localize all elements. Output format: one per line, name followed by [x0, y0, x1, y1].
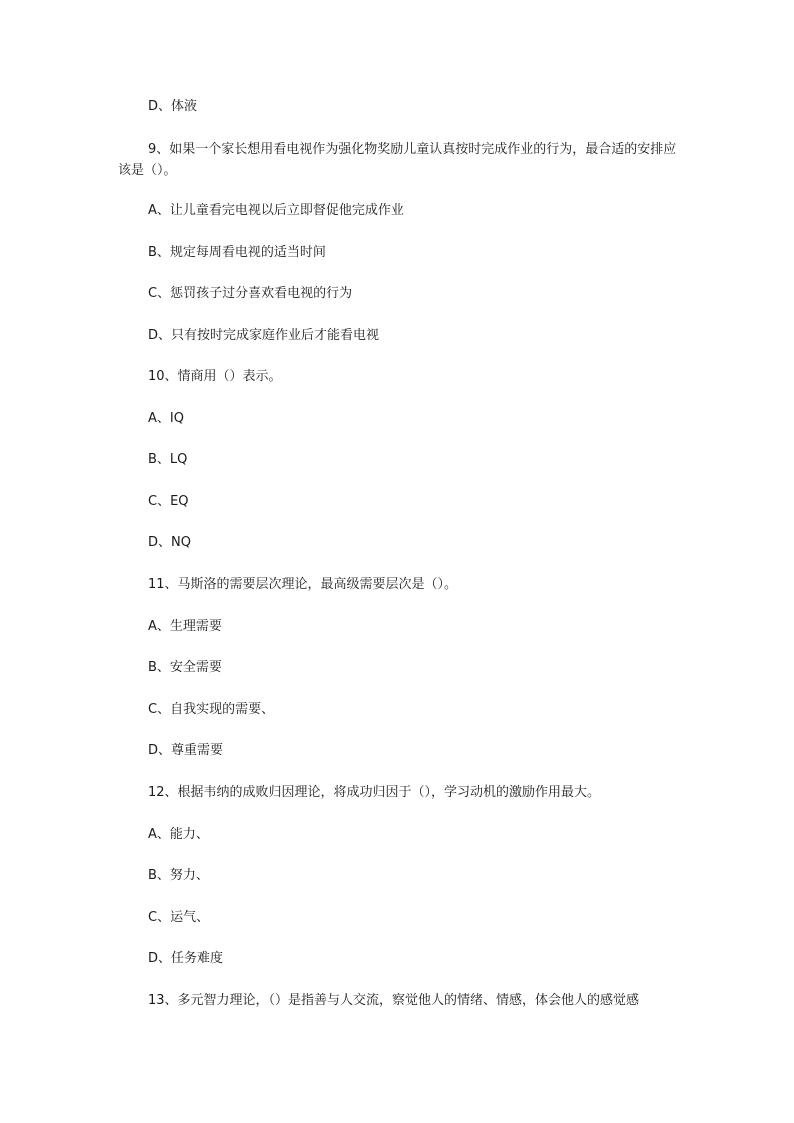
question-9-option-d: D、只有按时完成家庭作业后才能看电视: [148, 328, 380, 343]
question-11-text: 11、马斯洛的需要层次理论，最高级需要层次是（）。: [148, 577, 458, 592]
question-10-text: 10、情商用（）表示。: [148, 369, 282, 384]
question-10-option-c: C、EQ: [148, 494, 189, 509]
question-9-option-c: C、惩罚孩子过分喜欢看电视的行为: [148, 286, 353, 301]
question-12-option-b: B、努力、: [148, 868, 209, 883]
question-11-option-b: B、安全需要: [148, 660, 222, 675]
question-10-option-a: A、IQ: [148, 411, 184, 426]
option-d-previous: D、体液: [148, 99, 198, 114]
question-9-option-a: A、让儿童看完电视以后立即督促他完成作业: [148, 203, 404, 218]
question-9-text: 9、如果一个家长想用看电视作为强化物奖励儿童认真按时完成作业的行为，最合适的安排应该是（）。: [118, 142, 677, 178]
question-11-option-d: D、尊重需要: [148, 743, 224, 758]
question-13-text: 13、多元智力理论，（）是指善与人交流，察觉他人的情绪、情感，体会他人的感觉感: [148, 993, 640, 1008]
question-10-option-b: B、LQ: [148, 452, 188, 467]
question-12-option-c: C、运气、: [148, 910, 210, 925]
question-12-option-d: D、任务难度: [148, 951, 224, 966]
question-11-option-a: A、生理需要: [148, 619, 222, 634]
question-10-option-d: D、NQ: [148, 535, 191, 550]
question-12-text: 12、根据韦纳的成败归因理论，将成功归因于（），学习动机的激励作用最大。: [148, 785, 601, 800]
question-12-option-a: A、能力、: [148, 827, 209, 842]
question-9-option-b: B、规定每周看电视的适当时间: [148, 245, 326, 260]
question-11-option-c: C、自我实现的需要、: [148, 702, 275, 717]
